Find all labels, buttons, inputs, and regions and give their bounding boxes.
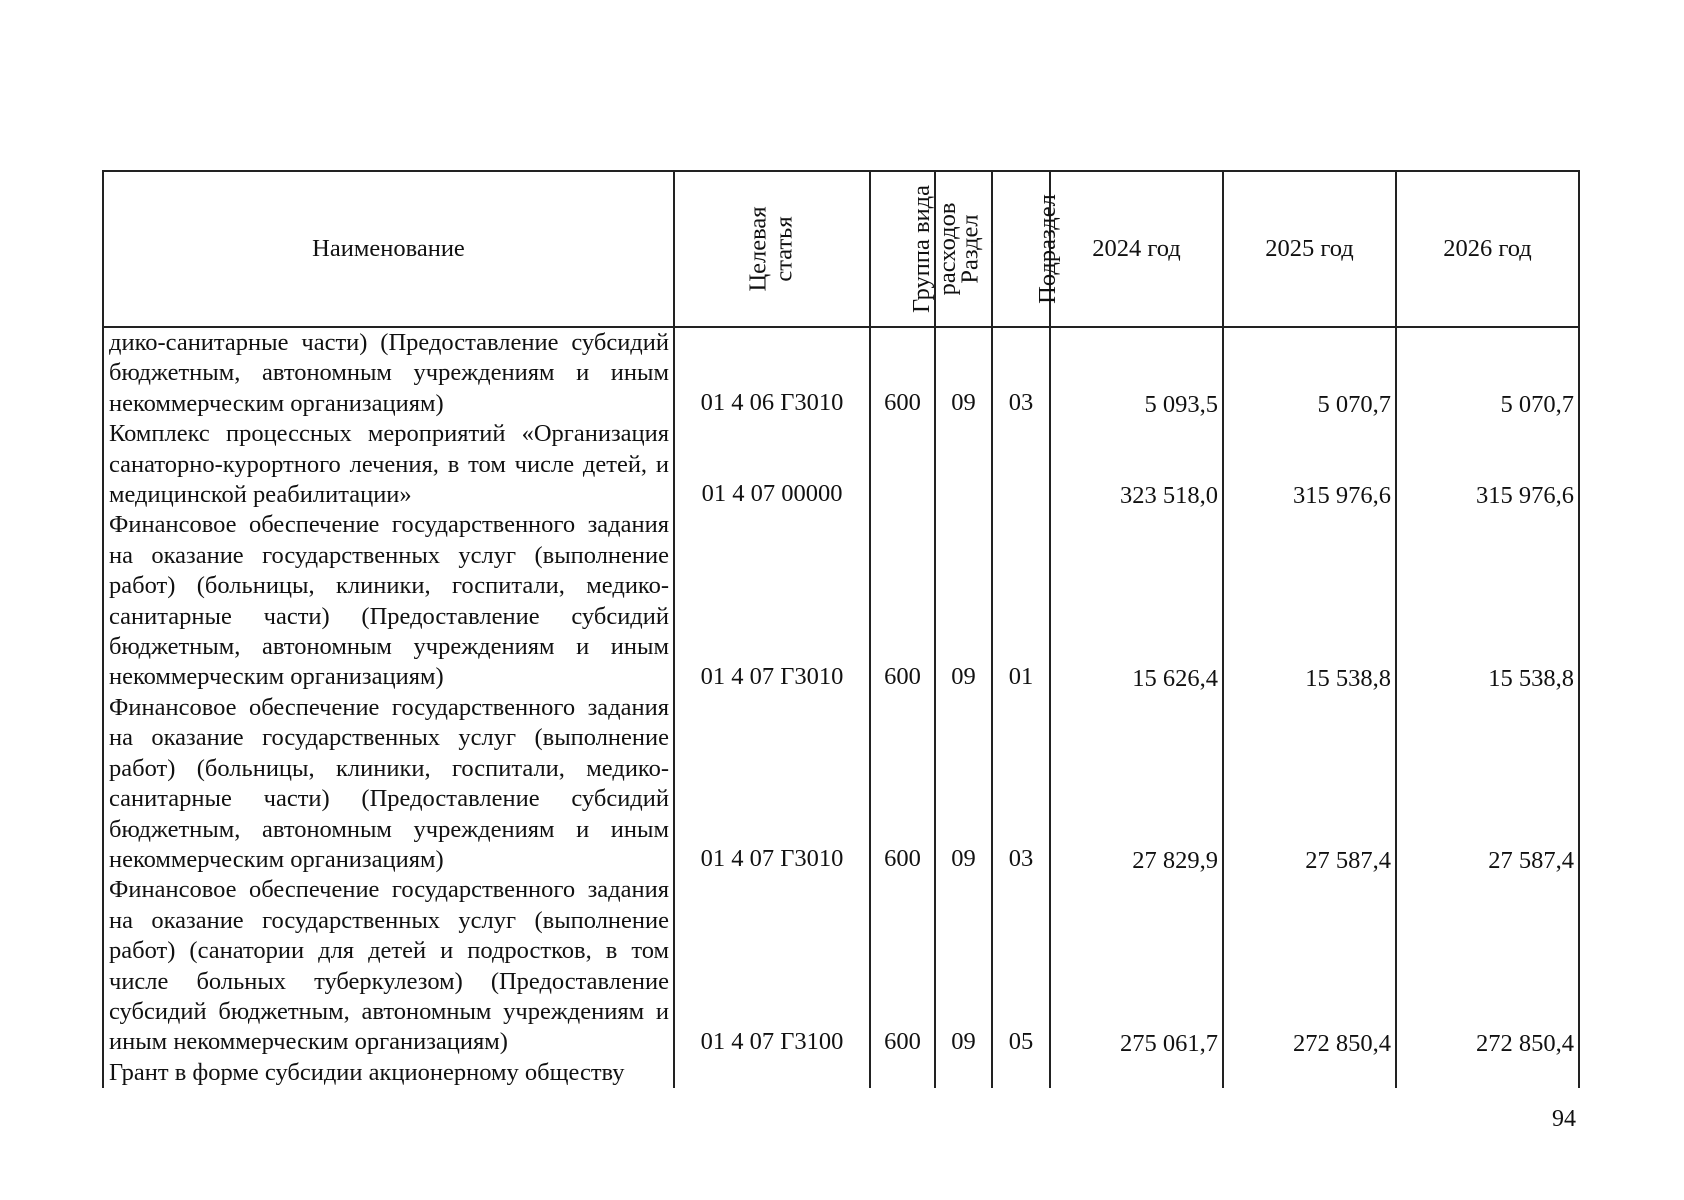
row-target-article: 01 4 07 00000 bbox=[674, 419, 870, 510]
header-target-article: Целевая статья bbox=[674, 171, 870, 327]
budget-table bbox=[102, 170, 1580, 1088]
row-name: Грант в форме субсидии акционерному обществу bbox=[103, 1058, 674, 1088]
row-expense-group: 600 bbox=[870, 693, 935, 875]
header-name: Наименование bbox=[103, 171, 674, 327]
row-amount-2025: 15 538,8 bbox=[1223, 510, 1396, 692]
row-expense-group: 600 bbox=[870, 510, 935, 692]
row-amount-2024: 5 093,5 bbox=[1050, 327, 1223, 419]
header-subsection: Подраздел bbox=[992, 171, 1050, 327]
row-name: Финансовое обеспечение государственного задания на оказание государственных услуг (выполнение работ) (больницы, клиники, госпитали, медико-санитарные части) (Предоставление субсидий бюджетным, автономным учреждениям и иным некоммерческим организациям) bbox=[103, 693, 674, 875]
page-number: 94 bbox=[1552, 1106, 1576, 1132]
row-target-article: 01 4 07 Г3010 bbox=[674, 693, 870, 875]
row-amount-2024: 15 626,4 bbox=[1050, 510, 1223, 692]
row-subsection: 03 bbox=[992, 693, 1050, 875]
row-section bbox=[935, 419, 992, 510]
header-2025: 2025 год bbox=[1223, 171, 1396, 327]
table-row bbox=[103, 693, 1579, 875]
row-amount-2026: 315 976,6 bbox=[1396, 419, 1579, 510]
header-section: Раздел bbox=[935, 171, 992, 327]
row-name: Комплекс процессных мероприятий «Организация санаторно-курортного лечения, в том числе детей, и медицинской реабилитации» bbox=[103, 419, 674, 510]
row-section: 09 bbox=[935, 875, 992, 1057]
row-amount-2026: 272 850,4 bbox=[1396, 875, 1579, 1057]
row-amount-2025: 27 587,4 bbox=[1223, 693, 1396, 875]
row-expense-group bbox=[870, 419, 935, 510]
row-amount-2026: 5 070,7 bbox=[1396, 327, 1579, 419]
row-subsection: 03 bbox=[992, 327, 1050, 419]
row-target-article: 01 4 07 Г3010 bbox=[674, 510, 870, 692]
header-2026: 2026 год bbox=[1396, 171, 1579, 327]
row-amount-2024: 275 061,7 bbox=[1050, 875, 1223, 1057]
header-expense-group: Группа вида расходов bbox=[870, 171, 935, 327]
row-amount-2026: 15 538,8 bbox=[1396, 510, 1579, 692]
row-subsection: 05 bbox=[992, 875, 1050, 1057]
row-subsection: 01 bbox=[992, 510, 1050, 692]
table-row bbox=[103, 875, 1579, 1057]
header-2024: 2024 год bbox=[1050, 171, 1223, 327]
table-header-row bbox=[103, 171, 1579, 327]
row-amount-2026: 27 587,4 bbox=[1396, 693, 1579, 875]
row-expense-group: 600 bbox=[870, 875, 935, 1057]
row-target-article: 01 4 06 Г3010 bbox=[674, 327, 870, 419]
row-amount-2025: 5 070,7 bbox=[1223, 327, 1396, 419]
row-subsection bbox=[992, 419, 1050, 510]
row-section: 09 bbox=[935, 327, 992, 419]
row-target-article: 01 4 07 Г3100 bbox=[674, 875, 870, 1057]
row-amount-2024: 323 518,0 bbox=[1050, 419, 1223, 510]
table-row bbox=[103, 419, 1579, 510]
table-row bbox=[103, 510, 1579, 692]
row-name: дико-санитарные части) (Предоставление субсидий бюджетным, автономным учреждениям и иным некоммерческим организациям) bbox=[103, 327, 674, 419]
row-section: 09 bbox=[935, 510, 992, 692]
row-name: Финансовое обеспечение государственного задания на оказание государственных услуг (выполнение работ) (санатории для детей и подростков, в том числе больных туберкулезом) (Предоставление субсидий бюджетным, автономным учреждениям и иным некоммерческим организациям) bbox=[103, 875, 674, 1057]
row-section: 09 bbox=[935, 693, 992, 875]
row-name: Финансовое обеспечение государственного задания на оказание государственных услуг (выполнение работ) (больницы, клиники, госпитали, медико-санитарные части) (Предоставление субсидий бюджетным, автономным учреждениям и иным некоммерческим организациям) bbox=[103, 510, 674, 692]
row-amount-2025: 272 850,4 bbox=[1223, 875, 1396, 1057]
row-amount-2024: 27 829,9 bbox=[1050, 693, 1223, 875]
row-expense-group: 600 bbox=[870, 327, 935, 419]
table-row bbox=[103, 327, 1579, 419]
table-row-continuation bbox=[103, 1058, 1579, 1088]
row-amount-2025: 315 976,6 bbox=[1223, 419, 1396, 510]
